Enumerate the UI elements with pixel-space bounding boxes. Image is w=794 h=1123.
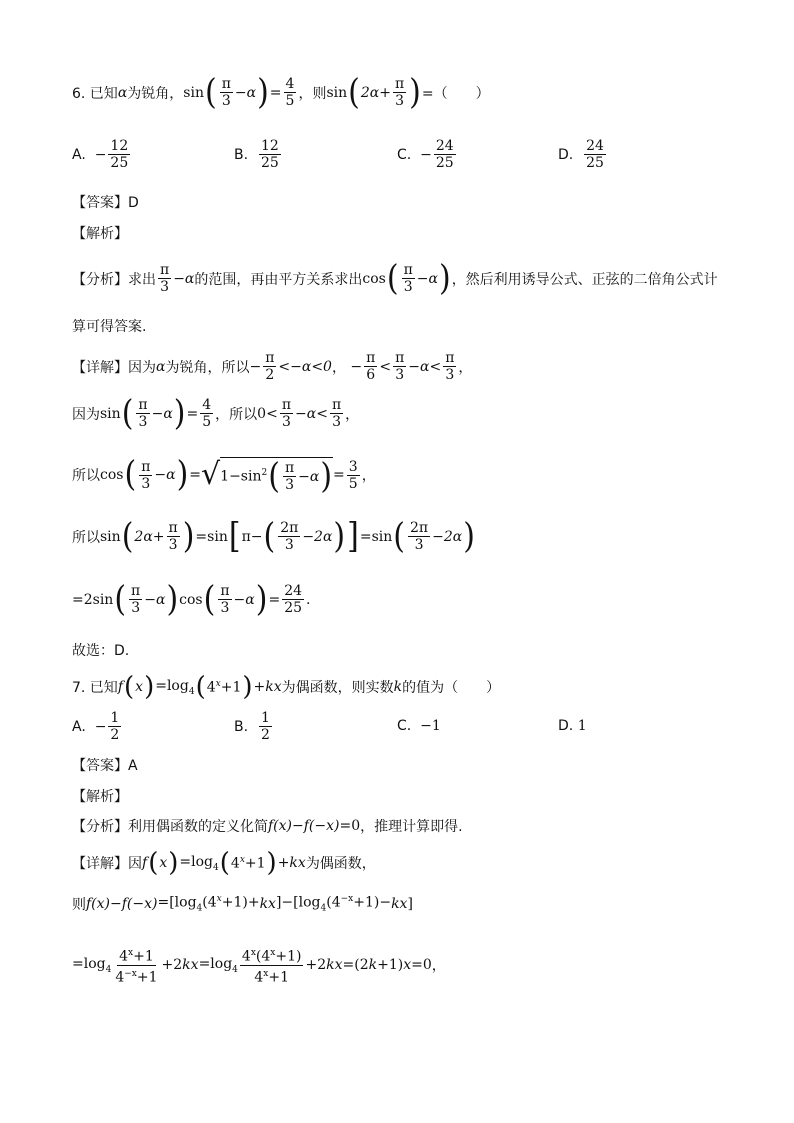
- q7-answer: 【答案】A: [72, 758, 138, 774]
- q6-analysis-cont: 算可得答案.: [72, 319, 147, 335]
- q7-detail-2: 则 f(x) − f(−x) $=[\log_4(4^x+1)+$ kx ]$-[\log_4(4^{-x}+1)-$ kx ]: [72, 894, 413, 914]
- q7-choice-a: A. − $\frac{1}{2}$: [72, 710, 120, 743]
- q6-detail-5: =2sin ( $\frac{\pi}{3}$ −α ) cos ( $\frac{\pi}{3}$ −α ) = $\frac{24}{25}$ .: [72, 578, 311, 620]
- q6-detail-1: 【详解】因为 α 为锐角，所以 − $\frac{\pi}{2}$ <−α<0 ， − $\frac{\pi}{6}$ < $\frac{\pi}{3}$ −α< $\frac{\pi}{3}$ ，: [72, 350, 473, 383]
- q7-detail-3: $=\log_4$ $\frac{4^x+1}{4^{-x}+1}$ +2 kx $=\log_4$ $\frac{4^x(4^x+1)}{4^x+1}$ +2 kx =(2 k +1) x =0 ，: [72, 945, 724, 985]
- q6-conclusion: 故选：D.: [72, 643, 130, 659]
- q6-stem: 6. 已知 α 为锐角， sin ( $\frac{\pi}{3}$ −α ) = $\frac{4}{5}$ ，则 sin ( 2α+ $\frac{\pi}{3}$ ) =（ ）: [72, 71, 490, 113]
- q6-choice-b: B. $\frac{12}{25}$: [234, 138, 279, 171]
- q6-number: 6. 已知: [72, 85, 118, 102]
- q6-detail-3: 所以 cos ( $\frac{\pi}{3}$ −α ) = √ $1-\sin^2$ ( $\frac{\pi}{3}$ −α ) = $\frac{3}{5}$ ，: [72, 454, 376, 497]
- q7-analysis: 【分析】利用偶函数的定义化简 f(x) − f(−x) =0 ，推理计算即得.: [72, 818, 463, 835]
- q7-analysis-heading: 【解析】: [72, 789, 128, 805]
- q6-choice-c: C. − $\frac{24}{25}$: [397, 138, 454, 171]
- q7-stem: 7. 已知 f ( x ) $=\log_4$ ( $4^x+1$ ) +kx 为偶函数，则实数 k 的值为（ ）: [72, 672, 501, 702]
- q6-analysis-heading: 【解析】: [72, 226, 128, 242]
- q6-detail-4: 所以 sin ( 2α+ $\frac{\pi}{3}$ ) =sin [ π− ( $\frac{2\pi}{3}$ −2α ) ] =sin ( $\frac{2\pi}{3}$ −2α ): [72, 515, 475, 557]
- q6-choice-d: D. $\frac{24}{25}$: [558, 138, 604, 171]
- q7-choice-c: C. −1: [397, 718, 441, 734]
- q7-choice-d: D. 1: [558, 718, 587, 734]
- q6-detail-2: 因为 sin ( $\frac{\pi}{3}$ −α ) = $\frac{4}{5}$ ，所以 0< $\frac{\pi}{3}$ −α< $\frac{\pi}{3}$ ，: [72, 392, 360, 434]
- q6-answer: 【答案】D: [72, 195, 139, 211]
- q7-detail-1: 【详解】因 f ( x ) $=\log_4$ ( $4^x+1$ ) +kx 为偶函数，: [72, 848, 376, 878]
- q7-choice-b: B. $\frac{1}{2}$: [234, 710, 270, 743]
- q6-analysis: 【分析】求出 $\frac{\pi}{3}$ −α 的范围，再由平方关系求出 cos ( $\frac{\pi}{3}$ −α ) ，然后利用诱导公式、正弦的二倍角公式计: [72, 257, 718, 299]
- q6-choice-a: A. − $\frac{12}{25}$: [72, 138, 129, 171]
